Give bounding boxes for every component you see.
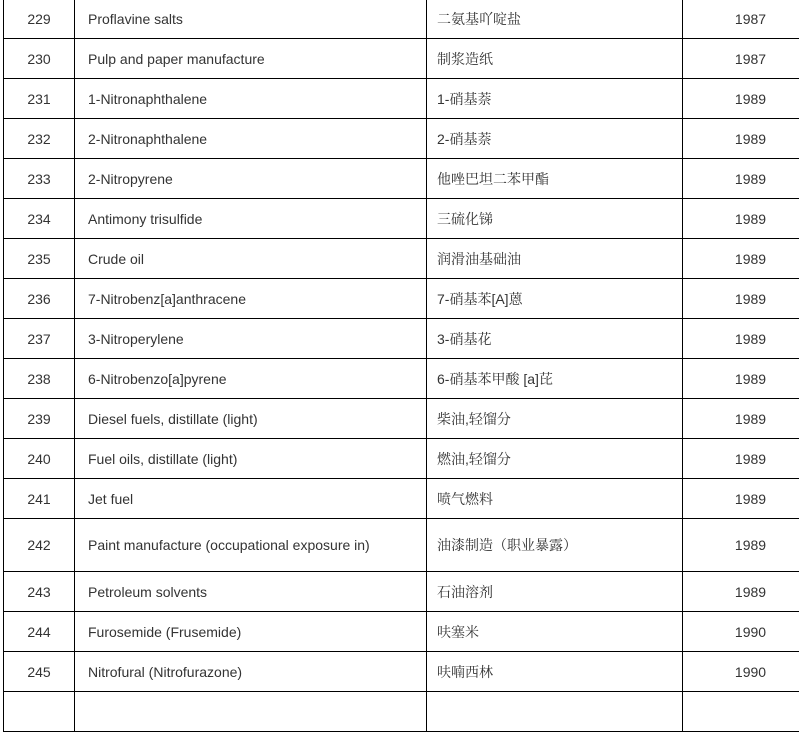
agent-chinese-name-cell: 润滑油基础油 [427,239,683,279]
table-row [4,279,799,319]
agent-chinese-name-cell: 呋塞米 [427,612,683,652]
table-row [4,519,799,572]
agent-name-cell: Jet fuel [75,479,427,519]
table-row [4,79,799,119]
row-number-cell: 231 [4,79,75,119]
agent-name-cell: Furosemide (Frusemide) [75,612,427,652]
row-number-cell: 235 [4,239,75,279]
row-number-cell: 244 [4,612,75,652]
table-row [4,359,799,399]
row-number-cell: 233 [4,159,75,199]
agent-name-cell: Diesel fuels, distillate (light) [75,399,427,439]
agent-name-cell: Pulp and paper manufacture [75,39,427,79]
table-row [4,239,799,279]
year-cell: 1989 [683,119,799,159]
agent-chinese-name-cell: 制浆造纸 [427,39,683,79]
year-cell: 1989 [683,319,799,359]
row-number-cell: 242 [4,519,75,572]
table-row [4,319,799,359]
table-row [4,199,799,239]
agent-chinese-name-cell: 石油溶剂 [427,572,683,612]
table-row [4,39,799,79]
row-number-cell: 245 [4,652,75,692]
agent-chinese-name-cell: 3-硝基花 [427,319,683,359]
year-cell: 1989 [683,479,799,519]
agent-chinese-name-cell: 油漆制造（职业暴露） [427,519,683,572]
row-number-cell: 237 [4,319,75,359]
agent-chinese-name-cell: 2-硝基萘 [427,119,683,159]
agent-chinese-name-cell: 他唑巴坦二苯甲酯 [427,159,683,199]
agent-name-cell: 1-Nitronaphthalene [75,79,427,119]
row-number-cell: 239 [4,399,75,439]
table-row [4,159,799,199]
row-number-cell: 238 [4,359,75,399]
row-number-cell: 241 [4,479,75,519]
agent-chinese-name-cell [427,692,683,732]
agent-name-cell: 6-Nitrobenzo[a]pyrene [75,359,427,399]
agent-name-cell: 3-Nitroperylene [75,319,427,359]
agent-chinese-name-cell: 呋喃西林 [427,652,683,692]
year-cell: 1989 [683,519,799,572]
row-number-cell [4,692,75,732]
year-cell: 1989 [683,199,799,239]
year-cell [683,692,799,732]
row-number-cell: 234 [4,199,75,239]
table-row [4,692,799,732]
agent-name-cell [75,692,427,732]
agent-chinese-name-cell: 6-硝基苯甲酸 [a]芘 [427,359,683,399]
agent-chinese-name-cell: 二氨基吖啶盐 [427,0,683,39]
agents-table [3,0,799,732]
year-cell: 1989 [683,399,799,439]
year-cell: 1989 [683,279,799,319]
year-cell: 1989 [683,359,799,399]
table-row [4,439,799,479]
agent-chinese-name-cell: 喷气燃料 [427,479,683,519]
table-row [4,479,799,519]
year-cell: 1989 [683,439,799,479]
agent-chinese-name-cell: 1-硝基萘 [427,79,683,119]
row-number-cell: 240 [4,439,75,479]
year-cell: 1987 [683,39,799,79]
agent-chinese-name-cell: 三硫化锑 [427,199,683,239]
year-cell: 1989 [683,159,799,199]
agent-chinese-name-cell: 7-硝基苯[A]蒽 [427,279,683,319]
agent-name-cell: Nitrofural (Nitrofurazone) [75,652,427,692]
row-number-cell: 243 [4,572,75,612]
table-row [4,612,799,652]
agent-name-cell: 7-Nitrobenz[a]anthracene [75,279,427,319]
agent-chinese-name-cell: 柴油,轻馏分 [427,399,683,439]
table-row [4,119,799,159]
agent-name-cell: Antimony trisulfide [75,199,427,239]
agent-name-cell: Fuel oils, distillate (light) [75,439,427,479]
agent-name-cell: 2-Nitronaphthalene [75,119,427,159]
table-row [4,0,799,39]
year-cell: 1990 [683,612,799,652]
year-cell: 1989 [683,79,799,119]
table-row [4,572,799,612]
agent-chinese-name-cell: 燃油,轻馏分 [427,439,683,479]
row-number-cell: 236 [4,279,75,319]
year-cell: 1987 [683,0,799,39]
year-cell: 1990 [683,652,799,692]
table-row [4,652,799,692]
year-cell: 1989 [683,239,799,279]
agent-name-cell: Proflavine salts [75,0,427,39]
agent-name-cell: Petroleum solvents [75,572,427,612]
row-number-cell: 232 [4,119,75,159]
agent-name-cell: 2-Nitropyrene [75,159,427,199]
year-cell: 1989 [683,572,799,612]
row-number-cell: 229 [4,0,75,39]
agent-name-cell: Paint manufacture (occupational exposure in) [75,519,427,572]
row-number-cell: 230 [4,39,75,79]
agent-name-cell: Crude oil [75,239,427,279]
table-row [4,399,799,439]
agents-table-body [4,0,799,732]
